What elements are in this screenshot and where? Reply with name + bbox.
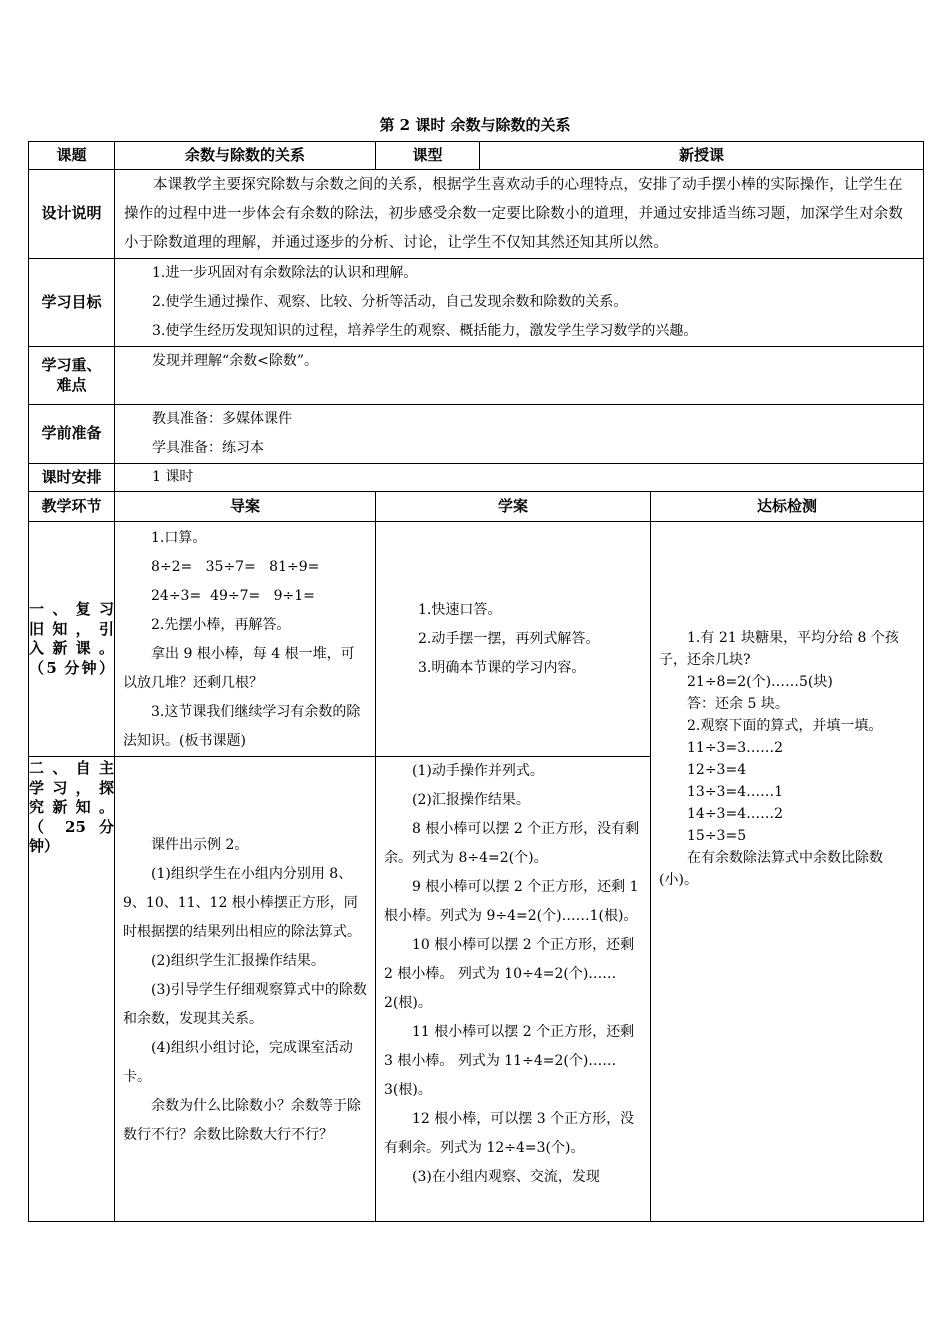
- goal-item: 1.进一步巩固对有余数除法的认识和理解。: [152, 265, 418, 281]
- section2-guide-cell: [115, 757, 376, 1222]
- section1-guide-cell: [115, 522, 376, 757]
- section1-guide-line: 1.口算。: [151, 530, 207, 546]
- design-text: 本课教学主要探究除数与余数之间的关系，根据学生喜欢动手的心理特点，安排了动手摆小棒的实际操作，让学生在操作的过程中进一步体会有余数的除法，初步感受余数一定要比除数小的道理，并通过安排适当练习题，加深学生对余数小于除数道理的理解，并通过逐步的分析、讨论，让学生不仅知其然还知其所以然。: [124, 176, 904, 251]
- section2-label-line: 二、自主: [29, 759, 114, 777]
- preparation-cell: [115, 405, 924, 464]
- section1-label: [29, 522, 115, 757]
- section2-guide-line: 课件出示例 2。: [151, 837, 249, 853]
- design-row: [29, 170, 924, 259]
- student-prep: 学具准备：练习本: [152, 440, 264, 456]
- key-points-label-line: 学习重、: [41, 356, 102, 374]
- preparation-row: [29, 405, 924, 464]
- check-cell: [651, 522, 924, 1222]
- section1-guide-line: 8÷2= 35÷7= 81÷9=: [151, 559, 320, 575]
- schedule-row: [29, 464, 924, 492]
- topic-row: [29, 142, 924, 170]
- section2-guide-line: (1)组织学生在小组内分别用 8、9、10、11、12 根小棒摆正方形，同时根据摆的结果列出相应的除法算式。: [123, 866, 361, 940]
- section1-label-line: 一、复习: [29, 600, 114, 618]
- check-line: 12÷3=4: [687, 762, 747, 778]
- design-label: 设计说明: [29, 170, 115, 259]
- schedule-cell: [115, 464, 924, 492]
- section1-row: [29, 522, 924, 757]
- section2-guide-line: (4)组织小组讨论，完成课室活动卡。: [123, 1040, 353, 1085]
- check-line: 13÷3=4……1: [687, 784, 784, 800]
- key-points-text: 发现并理解“余数<除数”。: [152, 353, 319, 369]
- section2-study-line: 11 根小棒可以摆 2 个正方形，还剩 3 根小棒。 列式为 11÷4=2(个)……3(根)。: [384, 1024, 635, 1098]
- check-line: 在有余数除法算式中余数比除数(小)。: [659, 850, 884, 888]
- section2-label: [29, 757, 115, 1222]
- key-points-label-line: 难点: [56, 375, 87, 394]
- goals-cell: [115, 259, 924, 347]
- section1-guide-line: 3.这节课我们继续学习有余数的除法知识。(板书课题): [123, 704, 361, 749]
- section1-study-line: 3.明确本节课的学习内容。: [418, 659, 586, 676]
- column-header-row: [29, 492, 924, 522]
- type-label: 课型: [376, 142, 480, 170]
- check-line: 21÷8=2(个)……5(块): [687, 674, 833, 690]
- schedule-label: 课时安排: [29, 464, 115, 492]
- schedule-value: 1 课时: [152, 469, 194, 486]
- lesson-plan-table: [28, 141, 924, 1222]
- design-cell: [115, 170, 924, 259]
- goals-row: [29, 259, 924, 347]
- section2-guide-line: 余数为什么比除数小？余数等于除数行不行？余数比除数大行不行？: [123, 1098, 361, 1143]
- goals-label: 学习目标: [29, 259, 115, 347]
- section2-label-line: 钟）: [29, 837, 60, 855]
- preparation-label: 学前准备: [29, 405, 115, 464]
- key-points-label: [29, 347, 115, 405]
- section1-study-line: 1.快速口答。: [418, 601, 502, 618]
- section2-study-line: 8 根小棒可以摆 2 个正方形，没有剩余。列式为 8÷4=2(个)。: [384, 821, 640, 866]
- key-points-row: [29, 347, 924, 405]
- section2-study-line: (3)在小组内观察、交流，发现: [412, 1169, 600, 1185]
- check-line: 14÷3=4……2: [687, 806, 784, 822]
- section2-study-line: (1)动手操作并列式。: [412, 763, 544, 779]
- check-header: 达标检测: [651, 492, 924, 522]
- section2-guide-line: (2)组织学生汇报操作结果。: [151, 953, 325, 969]
- section1-label-line: （5 分钟）: [29, 658, 114, 677]
- section2-label-line: 究 新 知 。: [29, 798, 114, 816]
- section1-study-line: 2.动手摆一摆，再列式解答。: [418, 630, 600, 647]
- topic-value: 余数与除数的关系: [115, 142, 376, 170]
- check-line: 11÷3=3……2: [687, 740, 784, 756]
- study-header: 学案: [376, 492, 651, 522]
- goal-item: 2.使学生通过操作、观察、比较、分析等活动，自己发现余数和除数的关系。: [152, 294, 628, 310]
- guide-header: 导案: [115, 492, 376, 522]
- section1-guide-line: 24÷3= 49÷7= 9÷1=: [151, 588, 315, 604]
- key-points-cell: [115, 347, 924, 405]
- section1-label-line: 旧知，引: [29, 619, 114, 638]
- section1-label-line: 入新课。: [29, 639, 114, 657]
- section1-study-cell: [376, 522, 651, 757]
- section2-label-line: （ 25 分: [29, 817, 114, 836]
- check-line: 1.有 21 块糖果，平均分给 8 个孩子，还余几块?: [659, 630, 899, 668]
- section1-guide-line: 拿出 9 根小棒，每 4 根一堆，可以放几堆？还剩几根？: [123, 646, 355, 691]
- topic-label: 课题: [29, 142, 115, 170]
- page-title: 第 2 课时 余数与除数的关系: [379, 116, 571, 134]
- section2-study-line: 12 根小棒，可以摆 3 个正方形，没有剩余。列式为 12÷4=3(个)。: [384, 1111, 635, 1156]
- stage-header: 教学环节: [29, 492, 115, 522]
- check-line: 答：还余 5 块。: [687, 696, 789, 712]
- type-value: 新授课: [480, 142, 924, 170]
- section1-guide-line: 2.先摆小棒，再解答。: [151, 617, 291, 633]
- check-line: 15÷3=5: [687, 828, 747, 844]
- section2-study-line: 9 根小棒可以摆 2 个正方形，还剩 1 根小棒。列式为 9÷4=2(个)……1(根)。: [384, 879, 639, 924]
- section2-guide-line: (3)引导学生仔细观察算式中的除数和余数，发现其关系。: [123, 982, 367, 1027]
- check-line: 2.观察下面的算式，并填一填。: [687, 718, 883, 734]
- teacher-prep: 教具准备：多媒体课件: [152, 411, 292, 427]
- section2-label-line: 学习，探: [29, 778, 114, 797]
- section2-study-line: (2)汇报操作结果。: [412, 792, 530, 808]
- section2-study-cell: [376, 757, 651, 1222]
- section2-study-line: 10 根小棒可以摆 2 个正方形，还剩 2 根小棒。 列式为 10÷4=2(个)……2(根)。: [384, 937, 635, 1011]
- goal-item: 3.使学生经历发现知识的过程，培养学生的观察、概括能力，激发学生学习数学的兴趣。: [152, 323, 698, 339]
